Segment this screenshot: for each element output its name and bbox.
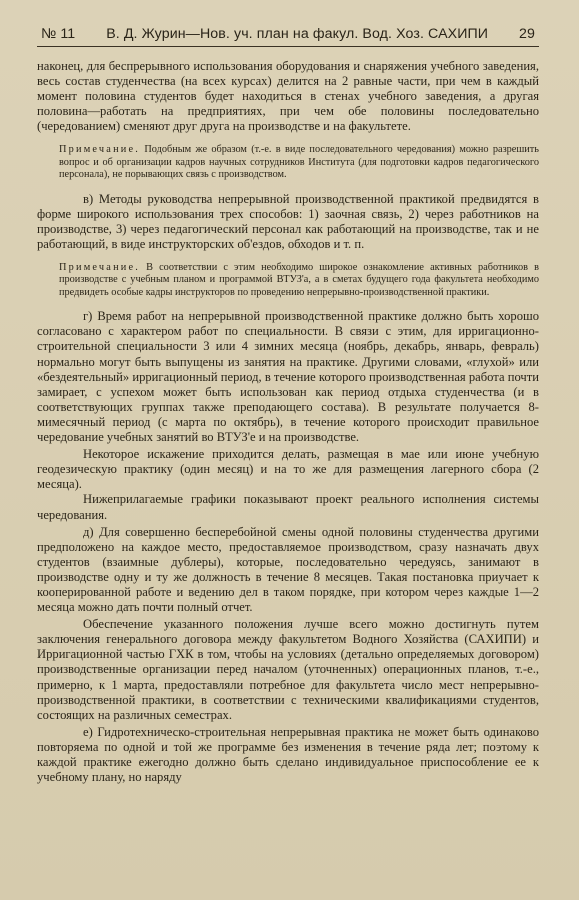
paragraph-continuation: наконец, для беспрерывного использования оборудования и снаряжения учебного заведения, весь состав студенчества (на всех курсах) делится на 2 равные части, при чем в каждый момент половина студентов будет находиться в стенах учебного заведения, а другая половина—работать на предприятиях, при чем обе половины последовательно (чередованием) сменяют друг друга на производстве и на факультете. [37, 59, 539, 134]
paragraph-graphs: Нижеприлагаемые графики показывают проект реального исполнения системы чередования. [37, 492, 539, 522]
paragraph-d: д) Для совершенно бесперебойной смены одной половины студенчества другими предположено на каждое место, предоставляемое производством, сразу назначать двух студентов (взаимные дублеры), которые, последовательно чередуясь, занимают в производстве одну и ту же должность в течение 8 месяцев. Такая постановка приучает к кооперированной работе и ведению дел в таком порядке, при котором через каждые 1—2 месяца можно дать почти полный отчет. [37, 524, 539, 615]
note-text: Подобным же образом (т.-е. в виде последовательного чередования) можно разрешить вопрос и об организации кадров научных сотрудников Института (для подготовки кадров педагогического персонала), не порывающих связь с производством. [59, 144, 539, 181]
note-label: Примечание. [59, 262, 141, 274]
footnote-note-2 [59, 262, 539, 299]
paragraph-e: е) Гидротехническо-строительная непрерывная практика не может быть одинаково повторяема по одной и той же программе без изменения в течение ряда лет; поэтому к каждой практике ежегодно должно быть сделано индивидуальное приспособление ее к учебному плану, но наряду [37, 724, 539, 785]
note-label: Примечание. [59, 144, 141, 156]
paragraph-distortion: Некоторое искажение приходится делать, размещая в мае или июне учебную геодезическую практику (один месяц) и на то же для размещения лагерного сбора (2 месяца). [37, 447, 539, 492]
running-header [37, 26, 539, 47]
running-title: В. Д. Журин—Нов. уч. план на факул. Вод. Хоз. САХИПИ [106, 26, 489, 42]
issue-number: № 11 [41, 26, 76, 42]
body-text [37, 59, 539, 785]
footnote-note-1 [59, 144, 539, 181]
paragraph-g: г) Время работ на непрерывной производственной практике должно быть хорошо согласовано с характером работ по специальности. В связи с этим, для ирригационно-строительной специальности 3 или 4 зимних месяца (ноябрь, декабрь, январь, февраль) нормально могут быть выпущены из занятия на практике. Другими словами, «глухой» или «бездеятельный» ирригационный период, в течение которого производственная работа почти замирает, с успехом может быть использован как период отдыха студенчества (и в соответствующих группах также преподающего состава). В результате получается 8-мимесячный период (с марта по октябрь), в течение которого происходит правильное чередование учебных занятий во ВТУЗ'е и на производстве. [37, 309, 539, 445]
paragraph-v: в) Методы руководства непрерывной производственной практикой предвидятся в форме широкого использования трех способов: 1) заочная связь, 2) через работников на производстве, 3) через педагогический персонал как работающий на производстве, так и не работающий, в виде инструкторских об'ездов, обходов и т. п. [37, 191, 539, 251]
page-number: 29 [519, 26, 535, 42]
note-text: В соответствии с этим необходимо широкое ознакомление активных работников в производстве с учебным планом и программой ВТУЗ'а, а в сметах будущего года факультета необходимо предвидеть особые кадры инструкторов по проведению непрерывно-производственной практики. [59, 262, 539, 298]
paragraph-contract: Обеспечение указанного положения лучше всего можно достигнуть путем заключения генерального договора между факультетом Водного Хозяйства (САХИПИ) и Ирригационной частью ГХК в том, чтобы на условиях (детально определяемых договором) производственные организации перед началом (уточненных) операционных планов, т.-е., примерно, к 1 марта, предоставляли потребное для факультета число мест непрерывно-производственной практики, в соответствии с техническими квалификациями студентов, состоящих на различных семестрах. [37, 617, 539, 722]
